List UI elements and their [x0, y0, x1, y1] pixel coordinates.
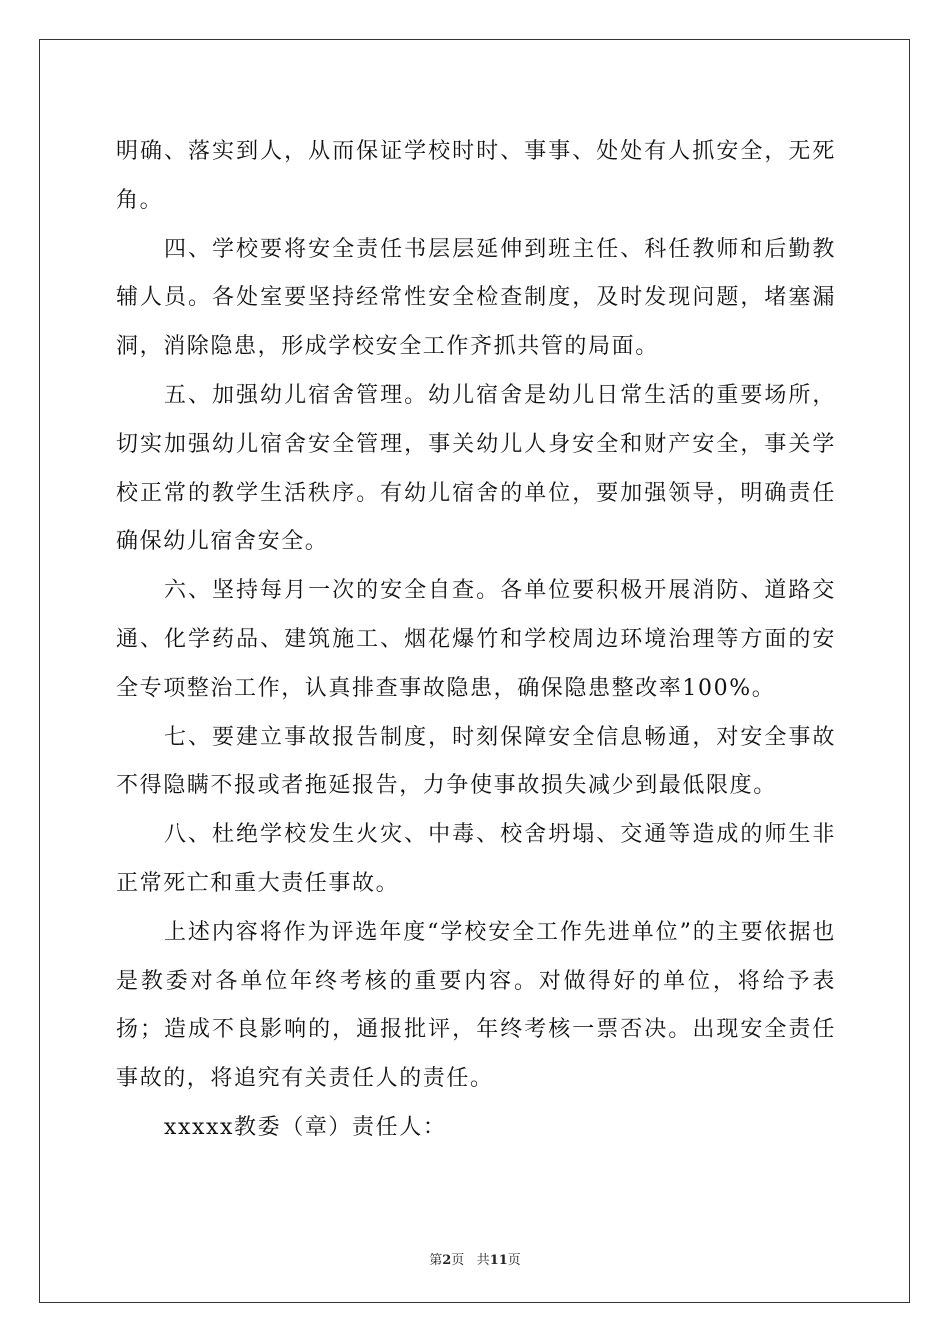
page-footer	[0, 1249, 950, 1268]
signature-line: xxxxx教委（章）责任人：	[164, 1114, 447, 1140]
page-prefix: 第	[429, 1253, 443, 1268]
paragraph-item-7: 七、要建立事故报告制度，时刻保障安全信息畅通，对安全事故不得隐瞒不报或者拖延报告，力争使事故损失减少到最低限度。	[116, 724, 836, 799]
total-suffix: 页	[507, 1253, 521, 1268]
total-pages: 11	[489, 1253, 508, 1268]
total-prefix: 共	[476, 1253, 490, 1268]
paragraph-item-8: 八、杜绝学校发生火灾、中毒、校舍坍塌、交通等造成的师生非正常死亡和重大责任事故。	[116, 822, 836, 896]
paragraph-continuation: 明确、落实到人，从而保证学校时时、事事、处处有人抓安全，无死角。	[116, 139, 836, 213]
paragraph-item-5: 五、加强幼儿宿舍管理。幼儿宿舍是幼儿日常生活的重要场所，切实加强幼儿宿舍安全管理，事关幼儿人身安全和财产安全，事关学校正常的教学生活秩序。有幼儿宿舍的单位，要加强领导，明确责任确保幼儿宿舍安全。	[116, 382, 836, 555]
page-suffix: 页	[451, 1253, 465, 1268]
paragraph-item-4: 四、学校要将安全责任书层层延伸到班主任、科任教师和后勤教辅人员。各处室要坚持经常性安全检查制度，及时发现问题，堵塞漏洞，消除隐患，形成学校安全工作齐抓共管的局面。	[116, 236, 836, 360]
paragraph-item-6: 六、坚持每月一次的安全自查。各单位要积极开展消防、道路交通、化学药品、建筑施工、烟花爆竹和学校周边环境治理等方面的安全专项整治工作，认真排查事故隐患，确保隐患整改率100%。	[116, 578, 836, 701]
paragraph-summary: 上述内容将作为评选年度“学校安全工作先进单位”的主要依据也是教委对各单位年终考核的重要内容。对做得好的单位，将给予表扬；造成不良影响的，通报批评，年终考核一票否决。出现安全责任事故的，将追究有关责任人的责任。	[116, 919, 836, 1092]
page-number: 2	[442, 1253, 452, 1268]
document-body	[116, 128, 836, 1153]
